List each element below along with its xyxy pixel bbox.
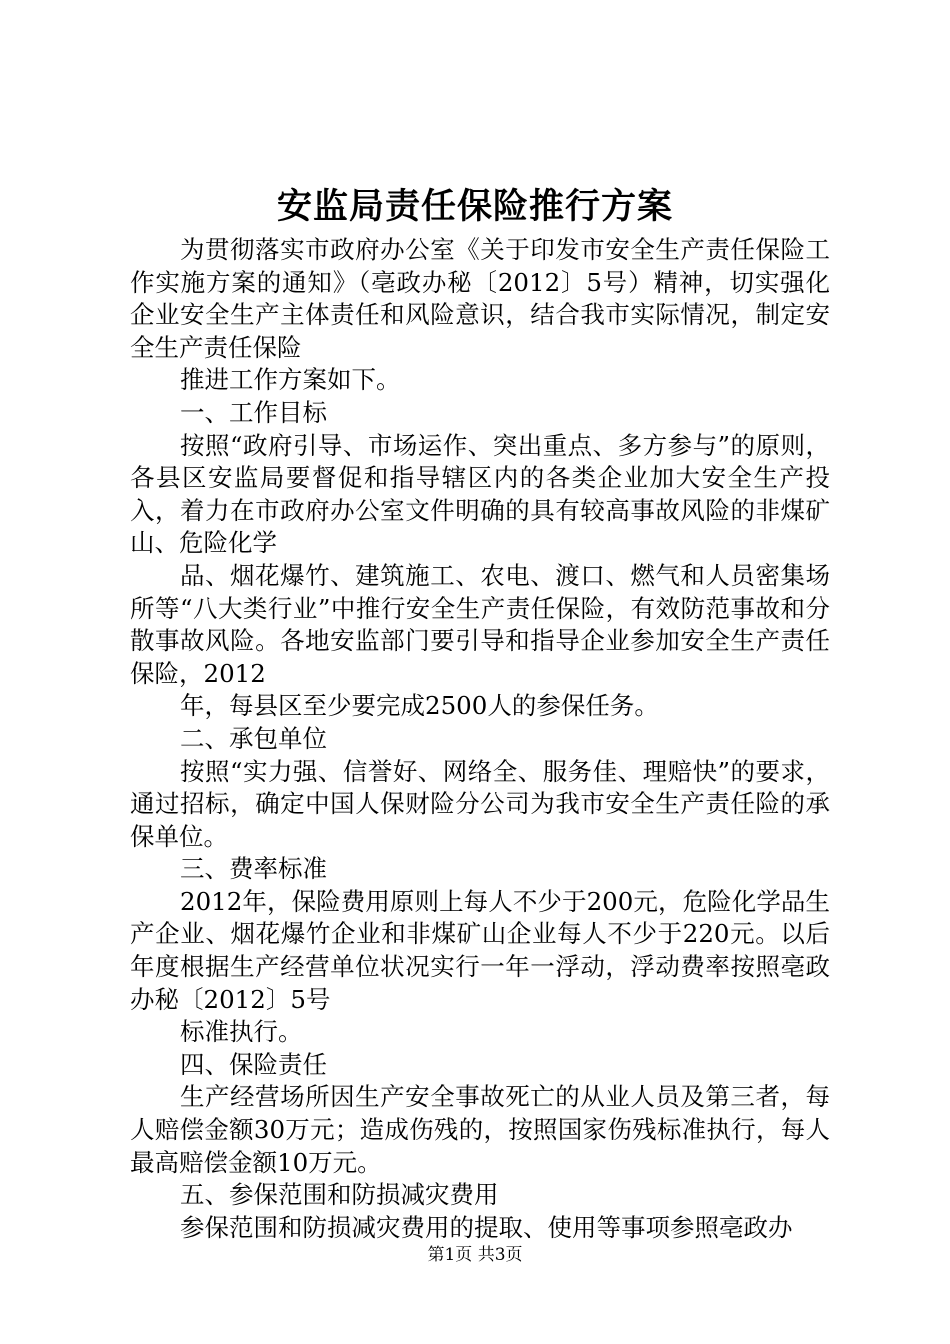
section-heading-scope: 五、参保范围和防损减灾费用 <box>180 1180 499 1210</box>
section-heading-liability: 四、保险责任 <box>180 1049 327 1079</box>
paragraph-rate-cont: 标准执行。 <box>180 1017 303 1047</box>
document-body <box>130 234 830 1244</box>
paragraph-rate: 2012年，保险费用原则上每人不少于200元，危险化学品生产企业、烟花爆竹企业和非煤矿山企业每人不少于220元。以后年度根据生产经营单位状况实行一年一浮动，浮动费率按照亳政办秘〔2012〕5号 <box>130 886 830 1014</box>
section-heading-insurer: 二、承包单位 <box>180 723 327 753</box>
paragraph-goal-task: 年，每县区至少要完成2500人的参保任务。 <box>180 691 659 721</box>
paragraph-scope: 参保范围和防损减灾费用的提取、使用等事项参照亳政办 <box>180 1212 793 1242</box>
paragraph-liability: 生产经营场所因生产安全事故死亡的从业人员及第三者，每人赔偿金额30万元；造成伤残的，按照国家伤残标准执行，每人最高赔偿金额10万元。 <box>130 1082 830 1177</box>
paragraph-goal: 按照“政府引导、市场运作、突出重点、多方参与”的原则，各县区安监局要督促和指导辖区内的各类企业加大安全生产投入，着力在市政府办公室文件明确的具有较高事故风险的非煤矿山、危险化学 <box>130 430 830 558</box>
document-title: 安监局责任保险推行方案 <box>276 186 673 227</box>
paragraph-goal-cont: 品、烟花爆竹、建筑施工、农电、渡口、燃气和人员密集场所等“八大类行业”中推行安全生产责任保险，有效防范事故和分散事故风险。各地安监部门要引导和指导企业参加安全生产责任保险，2012 <box>130 560 830 688</box>
section-heading-rate: 三、费率标准 <box>180 854 327 884</box>
section-heading-goal: 一、工作目标 <box>180 397 327 427</box>
paragraph-insurer: 按照“实力强、信誉好、网络全、服务佳、理赔快”的要求，通过招标，确定中国人保财险分公司为我市安全生产责任险的承保单位。 <box>130 756 830 851</box>
paragraph-intro: 为贯彻落实市政府办公室《关于印发市安全生产责任保险工作实施方案的通知》（亳政办秘〔2012〕5号）精神，切实强化企业安全生产主体责任和风险意识，结合我市实际情况，制定安全生产责任保险 <box>130 235 830 362</box>
paragraph-intro-cont: 推进工作方案如下。 <box>180 365 401 395</box>
page-footer: 第1页 共3页 <box>427 1245 523 1265</box>
